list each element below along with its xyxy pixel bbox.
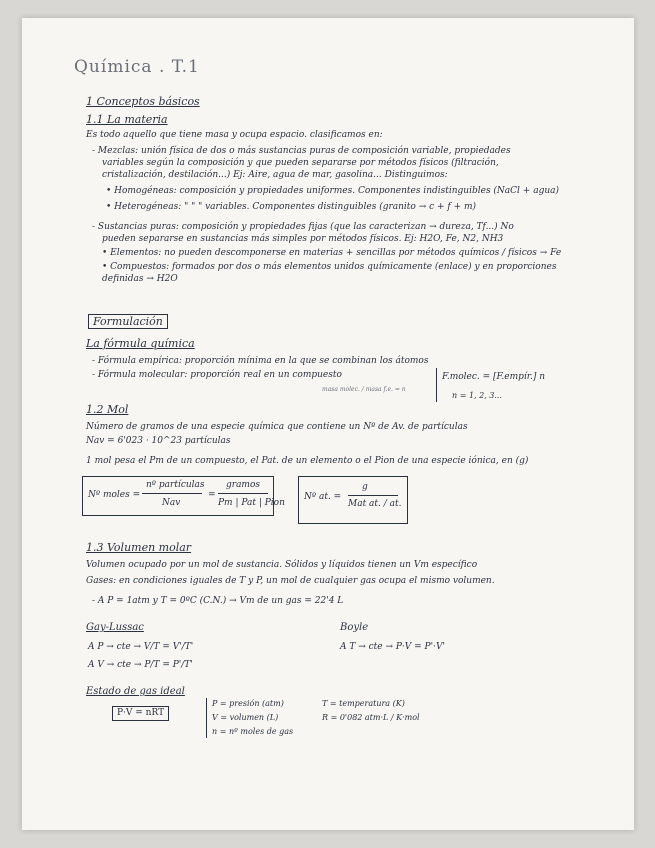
atoms-numerator: g bbox=[362, 482, 368, 492]
frac1-denominator: Nav bbox=[162, 498, 181, 508]
mezclas-line-3: cristalización, destilación...) Ej: Aire, agua de mar, gasolina... Distinguimos: bbox=[102, 170, 448, 180]
volumen-molar-def: Volumen ocupado por un mol de sustancia. Sólidos y líquidos tienen un Vm específico bbox=[86, 560, 478, 570]
formula-molecular: - Fórmula molecular: proporción real en un compuesto bbox=[92, 370, 342, 380]
ideal-gas-equation: P·V = nRT bbox=[112, 706, 169, 721]
mezclas-line-2: variables según la composición y que pueden separarse por métodos físicos (filtración, bbox=[102, 158, 499, 168]
subsection-mol: 1.2 Mol bbox=[86, 403, 129, 416]
section-title: 1 Conceptos básicos bbox=[86, 95, 200, 108]
formula-molecular-relation: F.molec. = [F.empír.] n bbox=[442, 372, 546, 382]
gas-ideal-heading: Estado de gas ideal bbox=[86, 686, 185, 697]
avogadro-number: Nav = 6'023 · 10^23 partículas bbox=[86, 436, 231, 446]
sustancias-line-2: pueden separarse en sustancias más simples por métodos físicos. Ej: H2O, Fe, N2, NH3 bbox=[102, 234, 504, 244]
condiciones-normales-line: - A P = 1atm y T = 0ºC (C.N.) → Vm de un gas = 22'4 L bbox=[92, 596, 344, 606]
ratio-note: masa molec. / masa f.e. = n bbox=[322, 386, 406, 393]
legend-temperature: T = temperatura (K) bbox=[322, 699, 405, 708]
sustancias-line-1: - Sustancias puras: composición y propiedades fijas (que las caracterizan → dureza, Tf...) No bbox=[92, 222, 514, 232]
formula-empirica: - Fórmula empírica: proporción mínima en la que se combinan los átomos bbox=[92, 356, 429, 366]
homogeneas-line: • Homogéneas: composición y propiedades uniformes. Componentes indistinguibles (NaCl + agua) bbox=[106, 186, 559, 196]
legend-volume: V = volumen (L) bbox=[212, 713, 279, 722]
elementos-line: • Elementos: no pueden descomponerse en materias + sencillas por métodos químicos / físicos → Fe bbox=[102, 248, 562, 258]
compuestos-line-1: • Compuestos: formados por dos o más elementos unidos químicamente (enlace) y en proporciones bbox=[102, 262, 557, 272]
frac2-numerator: gramos bbox=[226, 480, 261, 490]
n-values: n = 1, 2, 3... bbox=[452, 391, 503, 400]
atoms-denominator: Mat at. / at. bbox=[348, 499, 402, 509]
atoms-lhs: Nº at. = bbox=[304, 492, 342, 502]
page-title: Química . T.1 bbox=[74, 57, 200, 77]
legend-brace bbox=[206, 698, 207, 738]
gay-lussac-law-1: A P → cte → V/T = V'/T' bbox=[88, 642, 194, 652]
mol-definition: Número de gramos de una especie química que contiene un Nº de Av. de partículas bbox=[86, 422, 468, 432]
frac2-denominator: Pm | Pat | Pion bbox=[218, 498, 285, 508]
subsection-volumen-molar: 1.3 Volumen molar bbox=[86, 541, 192, 554]
moles-lhs: Nº moles = bbox=[88, 490, 141, 500]
formulacion-heading: Formulación bbox=[88, 314, 168, 329]
boyle-heading: Boyle bbox=[340, 622, 369, 633]
brace-line bbox=[436, 368, 437, 402]
frac1-numerator: nº partículas bbox=[146, 480, 205, 490]
mol-mass-line: 1 mol pesa el Pm de un compuesto, el Pat. de un elemento o el Pion de una especie iónica, en (g) bbox=[86, 456, 529, 466]
legend-moles: n = nº moles de gas bbox=[212, 727, 294, 736]
gay-lussac-heading: Gay-Lussac bbox=[86, 622, 144, 633]
heterogeneas-line: • Heterogéneas: " " " variables. Componentes distinguibles (granito → c + f + m) bbox=[106, 202, 477, 212]
equals-sign: = bbox=[208, 490, 216, 500]
mezclas-line-1: - Mezclas: unión física de dos o más sustancias puras de composición variable, propiedades bbox=[92, 146, 511, 156]
boyle-law: A T → cte → P·V = P'·V' bbox=[340, 642, 445, 652]
compuestos-line-2: definidas → H2O bbox=[102, 274, 178, 284]
formula-quimica-heading: La fórmula química bbox=[86, 337, 195, 350]
legend-pressure: P = presión (atm) bbox=[212, 699, 284, 708]
intro-text: Es todo aquello que tiene masa y ocupa espacio. clasificamos en: bbox=[86, 130, 383, 140]
gases-line: Gases: en condiciones iguales de T y P, un mol de cualquier gas ocupa el mismo volumen. bbox=[86, 576, 495, 586]
subsection-materia: 1.1 La materia bbox=[86, 113, 168, 126]
gay-lussac-law-2: A V → cte → P/T = P'/T' bbox=[88, 660, 193, 670]
notebook-page bbox=[22, 18, 634, 830]
legend-gas-constant: R = 0'082 atm·L / K·mol bbox=[322, 713, 420, 722]
